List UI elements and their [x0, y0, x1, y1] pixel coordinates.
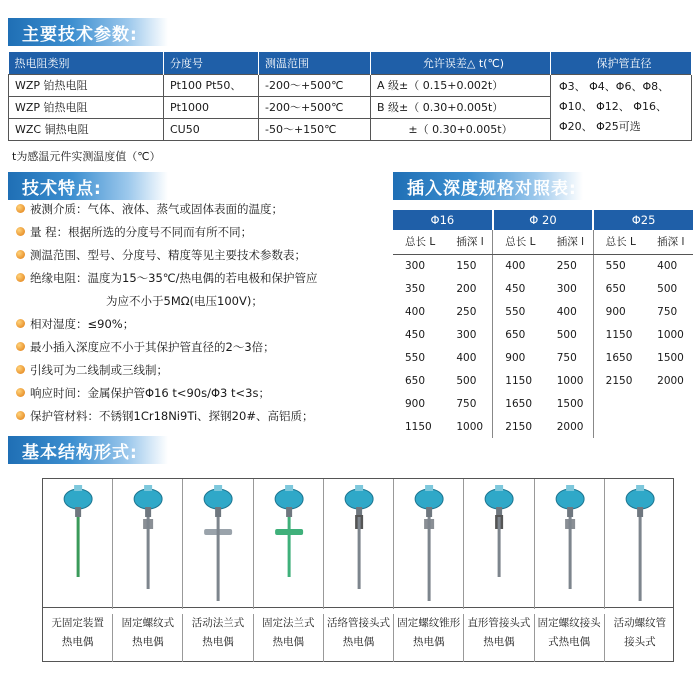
depth-cell: 650: [405, 374, 426, 387]
depth-cell: 2150: [505, 420, 533, 433]
depth-cell: 750: [657, 305, 678, 318]
bullet-icon: [16, 411, 25, 420]
structure-photo: [535, 479, 605, 609]
bullet-icon: [16, 319, 25, 328]
depth-cell: 400: [545, 300, 593, 323]
depth-row: [393, 300, 693, 323]
structure-caption: [183, 614, 253, 662]
feature-list: [14, 200, 384, 430]
spec-note: t为感温元件实测温度值（℃）: [12, 150, 161, 163]
depth-cell: 500: [657, 282, 678, 295]
specs-section-title: 主要技术参数:: [22, 25, 138, 45]
feature-item: [14, 384, 384, 407]
structure-photo: [113, 479, 183, 609]
bullet-icon: [16, 273, 25, 282]
feature-text: 为应不小于5MΩ(电压100V)；: [106, 294, 263, 308]
depth-cell: 1150: [405, 420, 432, 433]
depth-cell: 350: [405, 282, 426, 295]
structure-caption-line2: 热电偶: [272, 636, 305, 648]
structure-section-bar: [8, 436, 168, 464]
depth-subheader: 总长 L: [493, 230, 545, 254]
depth-cell: 1000: [657, 328, 684, 341]
spec-cell: WZP 铂热电阻: [9, 96, 164, 118]
depth-section-title: 插入深度规格对照表:: [407, 179, 577, 199]
depth-cell: 900: [505, 351, 526, 364]
depth-cell: 500: [545, 323, 593, 346]
spec-table: [8, 52, 692, 141]
structure-photo: [394, 479, 464, 609]
structure-caption: [324, 614, 394, 662]
feature-item: [14, 361, 384, 384]
spec-protection-line: Φ3、 Φ4、Φ6、Φ8、: [559, 80, 670, 93]
depth-subheader: 总长 L: [593, 230, 645, 254]
spec-header-index: 分度号: [164, 52, 259, 74]
structure-caption-line2: 热电偶: [412, 636, 445, 648]
spec-cell: CU50: [164, 118, 259, 140]
feature-text: 被测介质：气体、液体、蒸气或固体表面的温度；: [30, 202, 283, 216]
structure-caption: [113, 614, 183, 662]
feature-item: [14, 269, 384, 292]
depth-row: [393, 254, 693, 277]
depth-cell: 550: [405, 351, 426, 364]
structure-photo: [254, 479, 324, 609]
depth-row: [393, 415, 693, 438]
depth-cell: 1000: [444, 415, 492, 438]
feature-text: 测温范围、型号、分度号、精度等见主要技术参数表；: [30, 248, 306, 262]
depth-cell: 450: [505, 282, 526, 295]
structure-caption-line2: 式热电偶: [548, 636, 591, 648]
feature-item: [14, 407, 384, 430]
depth-cell: 1500: [545, 392, 593, 415]
feature-item: [14, 200, 384, 223]
feature-text: 量 程：根据所选的分度号不同而有所不同；: [30, 225, 253, 239]
depth-group-header: Φ25: [593, 210, 693, 230]
thermocouple-icon: [535, 479, 605, 609]
depth-cell: 300: [405, 259, 426, 272]
feature-item: [14, 315, 384, 338]
structure-caption: [535, 614, 605, 662]
depth-table: [393, 210, 693, 438]
depth-cell: 750: [444, 392, 492, 415]
spec-protection-line: Φ10、 Φ12、 Φ16、: [559, 100, 667, 113]
depth-row: [393, 392, 693, 415]
structure-caption-line1: 固定螺纹接头: [537, 617, 601, 629]
depth-cell: 200: [444, 277, 492, 300]
depth-subheader: 插深 l: [444, 230, 492, 254]
bullet-icon: [16, 204, 25, 213]
thermocouple-icon: [464, 479, 534, 609]
thermocouple-icon: [113, 479, 183, 609]
depth-cell: 2150: [605, 374, 633, 387]
depth-cell: 550: [505, 305, 526, 318]
depth-group-header: Φ 20: [493, 210, 593, 230]
spec-cell: Pt100 Pt50、: [164, 74, 259, 96]
spec-cell: Pt1000: [164, 96, 259, 118]
structure-photo: [43, 479, 113, 609]
depth-cell: 1150: [505, 374, 533, 387]
depth-cell: 650: [505, 328, 526, 341]
depth-cell: 450: [405, 328, 426, 341]
structure-section-title: 基本结构形式:: [22, 443, 138, 463]
thermocouple-icon: [183, 479, 253, 609]
depth-subheader: 总长 L: [393, 230, 444, 254]
depth-cell: 250: [545, 254, 593, 277]
thermocouple-icon: [605, 479, 675, 609]
structure-caption-line1: 活络管接头式: [326, 617, 390, 629]
spec-protection-cell: [551, 74, 692, 140]
depth-cell: 1650: [605, 351, 633, 364]
depth-cell: 1500: [657, 351, 684, 364]
feature-text: 响应时间：金属保护管Φ16 t<90s/Φ3 t<3s；: [30, 386, 270, 400]
depth-cell: 300: [545, 277, 593, 300]
bullet-icon: [16, 342, 25, 351]
structure-caption-line1: 活动法兰式: [191, 617, 245, 629]
depth-cell: 300: [444, 323, 492, 346]
feature-item: [14, 223, 384, 246]
spec-header-error: 允许误差△ t(℃): [371, 52, 551, 74]
feature-item: [14, 338, 384, 361]
bullet-icon: [16, 388, 25, 397]
depth-cell: 750: [545, 346, 593, 369]
feature-text: 引线可为二线制或三线制；: [30, 363, 168, 377]
depth-cell: 400: [657, 259, 678, 272]
spec-cell: WZP 铂热电阻: [9, 74, 164, 96]
depth-cell: 1150: [605, 328, 633, 341]
depth-cell: 2000: [545, 415, 593, 438]
depth-cell: 550: [605, 259, 626, 272]
depth-row: [393, 346, 693, 369]
depth-cell: 250: [444, 300, 492, 323]
depth-cell: 900: [405, 397, 426, 410]
structure-caption: [605, 614, 675, 662]
structure-caption-line1: 活动螺纹管: [613, 617, 667, 629]
structure-caption: [464, 614, 534, 662]
features-section-bar: [8, 172, 168, 200]
specs-section-bar: [8, 18, 168, 46]
structure-caption-row: [42, 608, 674, 662]
structure-caption-line1: 固定螺纹式: [121, 617, 175, 629]
depth-cell: 900: [605, 305, 626, 318]
thermocouple-icon: [324, 479, 394, 609]
bullet-icon: [16, 250, 25, 259]
depth-cell: [593, 392, 645, 415]
feature-item: [14, 246, 384, 269]
structure-photo: [324, 479, 394, 609]
structure-caption-line2: 热电偶: [483, 636, 515, 648]
depth-cell: [593, 415, 645, 438]
spec-protection-line: Φ20、 Φ25可选: [559, 120, 641, 133]
spec-header-range: 测温范围: [259, 52, 371, 74]
depth-cell: 400: [505, 259, 526, 272]
structure-caption-line1: 无固定装置: [51, 617, 104, 629]
depth-subheader: 插深 l: [545, 230, 593, 254]
structure-photo: [183, 479, 253, 609]
depth-cell: 400: [444, 346, 492, 369]
spec-cell: -200～+500℃: [259, 96, 371, 118]
structure-caption: [254, 614, 324, 662]
structure-caption: [394, 614, 464, 662]
spec-cell: WZC 铜热电阻: [9, 118, 164, 140]
depth-cell: 650: [605, 282, 626, 295]
spec-cell: -200～+500℃: [259, 74, 371, 96]
structure-caption-line1: 固定法兰式: [262, 617, 315, 629]
depth-cell: 2000: [657, 374, 684, 387]
structure-caption-line2: 接头式: [624, 636, 656, 648]
structure-caption-line2: 热电偶: [202, 636, 234, 648]
structure-caption-line2: 热电偶: [61, 636, 94, 648]
depth-cell: 1650: [505, 397, 533, 410]
features-section-title: 技术特点:: [22, 179, 102, 199]
feature-text: 相对湿度：≤90%；: [30, 317, 135, 331]
depth-cell: 500: [444, 369, 492, 392]
thermocouple-icon: [394, 479, 464, 609]
depth-cell: 400: [405, 305, 426, 318]
feature-text: 最小插入深度应不小于其保护管直径的2～3倍；: [30, 340, 275, 354]
depth-row: [393, 277, 693, 300]
structure-photo: [464, 479, 534, 609]
structure-photo: [605, 479, 675, 609]
depth-cell: 1000: [545, 369, 593, 392]
feature-text: 保护管材料：不锈钢1Cr18Ni9Ti、探钢20#、高铝质；: [30, 409, 314, 423]
depth-group-header: Φ16: [393, 210, 493, 230]
feature-text: 绝缘电阻：温度为15～35℃/热电偶的若电极和保护管应: [30, 271, 318, 285]
structure-caption-line2: 热电偶: [132, 636, 164, 648]
depth-cell: 150: [444, 254, 492, 277]
spec-header-protection: 保护管直径: [551, 52, 692, 74]
structure-caption-line2: 热电偶: [342, 636, 375, 648]
spec-cell: -50～+150℃: [259, 118, 371, 140]
spec-cell: B 级±（ 0.30+0.005t）: [371, 96, 551, 118]
structure-caption: [43, 614, 113, 662]
thermocouple-icon: [43, 479, 113, 609]
bullet-icon: [16, 365, 25, 374]
bullet-icon: [16, 227, 25, 236]
spec-cell: A 级±（ 0.15+0.002t）: [371, 74, 551, 96]
depth-subheader: 插深 l: [645, 230, 693, 254]
spec-header-type: 热电阻类别: [9, 52, 164, 74]
depth-row: [393, 369, 693, 392]
depth-cell: [645, 392, 693, 415]
spec-cell: ±（ 0.30+0.005t）: [371, 118, 551, 140]
depth-cell: [645, 415, 693, 438]
structure-caption-line1: 固定螺纹锥形: [397, 617, 461, 629]
structure-photo-strip: [42, 478, 674, 608]
depth-table-body: [393, 254, 693, 438]
thermocouple-icon: [254, 479, 324, 609]
depth-section-bar: [393, 172, 583, 200]
depth-row: [393, 323, 693, 346]
feature-item-continued: [14, 292, 384, 315]
structure-caption-line1: 直形管接头式: [467, 617, 531, 629]
